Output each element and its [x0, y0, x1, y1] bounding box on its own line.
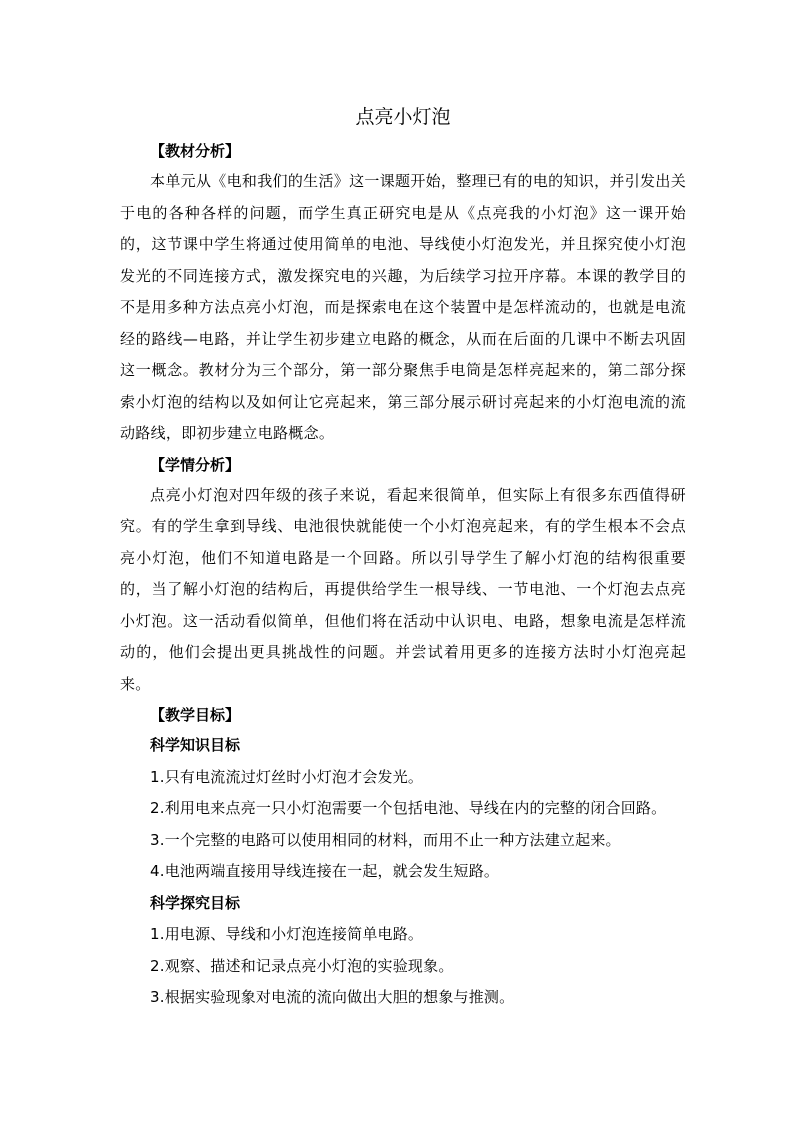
section-heading-teaching-goals: 【教学目标】: [150, 706, 241, 724]
knowledge-goal-item: 2.利用电来点亮一只小灯泡需要一个包括电池、导线在内的完整的闭合回路。: [150, 799, 667, 817]
document-title: 点亮小灯泡: [355, 106, 451, 128]
knowledge-goal-item: 3.一个完整的电路可以使用相同的材料，而用不止一种方法建立起来。: [150, 830, 621, 849]
inquiry-goal-item: 3.根据实验现象对电流的流向做出大胆的想象与推测。: [150, 988, 515, 1006]
document-content: [120, 100, 686, 1014]
paragraph-student-analysis: 点亮小灯泡对四年级的孩子来说，看起来很简单，但实际上有很多东西值得研究。有的学生拿到导线、电池很快就能使一个小灯泡亮起来，有的学生根本不会点亮小灯泡，他们不知道电路是一个回路。所以引导学生了解小灯泡的结构很重要的，当了解小灯泡的结构后，再提供给学生一根导线、一节电池、一个灯泡去点亮小灯泡。这一活动看似简单，但他们将在活动中认识电、电路，想象电流是怎样流动的，他们会提出更具挑战性的问题。并尝试着用更多的连接方法时小灯泡亮起来。: [120, 485, 686, 693]
paragraph-textbook-analysis: 本单元从《电和我们的生活》这一课题开始，整理已有的电的知识，并引发出关于电的各种各样的问题，而学生真正研究电是从《点亮我的小灯泡》这一课开始的，这节课中学生将通过使用简单的电池、导线使小灯泡发光，并且探究使小灯泡发光的不同连接方式，激发探究电的兴趣，为后续学习拉开序幕。本课的教学目的不是用多种方法点亮小灯泡，而是探索电在这个装置中是怎样流动的，也就是电流经的路线—电路，并让学生初步建立电路的概念，从而在后面的几课中不断去巩固这一概念。教材分为三个部分，第一部分聚焦手电筒是怎样亮起来的，第二部分探索小灯泡的结构以及如何让它亮起来，第三部分展示研讨亮起来的小灯泡电流的流动路线，即初步建立电路概念。: [120, 172, 686, 442]
inquiry-goal-item: 1.用电源、导线和小灯泡连接简单电路。: [150, 925, 424, 943]
section-heading-student-analysis: 【学情分析】: [150, 455, 241, 474]
inquiry-goal-item: 2.观察、描述和记录点亮小灯泡的实验现象。: [150, 956, 454, 975]
knowledge-goal-item: 1.只有电流流过灯丝时小灯泡才会发光。: [150, 767, 424, 786]
section-teaching-goals: [120, 700, 686, 1014]
knowledge-goal-item: 4.电池两端直接用导线连接在一起，就会发生短路。: [150, 862, 500, 880]
section-heading-textbook-analysis: 【教材分析】: [150, 142, 241, 160]
subheading-inquiry-goals: 科学探究目标: [150, 893, 241, 912]
section-student-analysis: [120, 450, 686, 701]
subheading-knowledge-goals: 科学知识目标: [150, 736, 241, 754]
section-textbook-analysis: [120, 136, 686, 450]
